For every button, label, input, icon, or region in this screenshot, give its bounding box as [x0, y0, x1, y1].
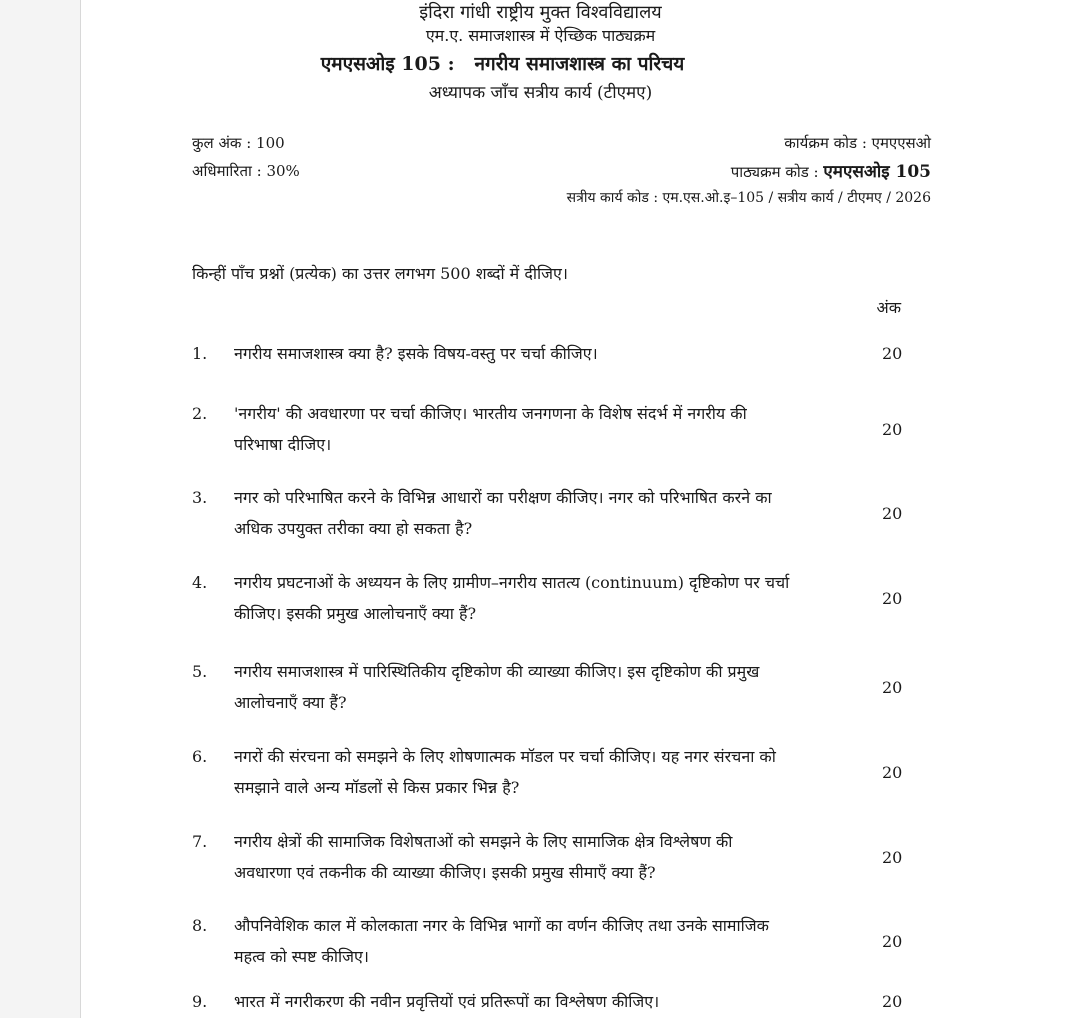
question-text: 'नगरीय' की अवधारणा पर चर्चा कीजिए। भारतीय जनगणना के विशेष संदर्भ में नगरीय की परिभाषा दीजिए।	[234, 404, 747, 454]
question-text: नगरीय समाजशास्त्र में पारिस्थितिकीय दृष्टिकोण की व्याख्या कीजिए। इस दृष्टिकोण की प्रमुख आलोचनाएँ क्या हैं?	[234, 662, 760, 712]
marks-column-heading: अंक	[876, 298, 901, 317]
question-text: नगरीय प्रघटनाओं के अध्ययन के लिए ग्रामीण–नगरीय सातत्य (continuum) दृष्टिकोण पर चर्चा कीजिए। इसकी प्रमुख आलोचनाएँ क्या हैं?	[234, 573, 790, 623]
question-text: नगरीय क्षेत्रों की सामाजिक विशेषताओं को समझने के लिए सामाजिक क्षेत्र विश्लेषण की अवधारणा एवं तकनीक की व्याख्या कीजिए। इसकी प्रमुख सीमाएँ क्या हैं?	[234, 832, 733, 882]
course-code-line	[731, 159, 931, 182]
programme-name: एम.ए. समाजशास्त्र में ऐच्छिक पाठ्यक्रम	[425, 26, 656, 45]
question-text: नगर को परिभाषित करने के विभिन्न आधारों का परीक्षण कीजिए। नगर को परिभाषित करने का अधिक उपयुक्त तरीका क्या हो सकता है?	[234, 488, 772, 538]
question-text: नगरों की संरचना को समझने के लिए शोषणात्मक मॉडल पर चर्चा कीजिए। यह नगर संरचना को समझाने वाले अन्य मॉडलों से किस प्रकार भिन्न है?	[234, 747, 776, 797]
programme-code: कार्यक्रम कोड : एमएएसओ	[784, 134, 931, 152]
document-page	[81, 0, 1080, 1018]
question-number: 9.	[192, 992, 208, 1011]
question-text: नगरीय समाजशास्त्र क्या है? इसके विषय-वस्तु पर चर्चा कीजिए।	[234, 344, 598, 363]
course-code: एमएसओइ 105 :	[320, 53, 455, 75]
question-marks: 20	[882, 678, 903, 697]
instruction-text: किन्हीं पाँच प्रश्नों (प्रत्येक) का उत्तर लगभग 500 शब्दों में दीजिए।	[192, 264, 568, 283]
question-marks: 20	[882, 848, 903, 867]
course-heading	[3, 50, 1002, 76]
question-text: भारत में नगरीकरण की नवीन प्रवृत्तियों एवं प्रतिरूपों का विश्लेषण कीजिए।	[234, 992, 660, 1011]
question-number: 7.	[192, 832, 208, 851]
question-marks: 20	[882, 589, 903, 608]
question-number: 2.	[192, 404, 208, 423]
question-number: 6.	[192, 747, 208, 766]
total-marks: कुल अंक : 100	[192, 134, 285, 152]
university-name: इंदिरा गांधी राष्ट्रीय मुक्त विश्वविद्यालय	[419, 2, 662, 23]
weightage: अधिमारिता : 30%	[192, 162, 300, 180]
question-marks: 20	[882, 763, 903, 782]
question-text: औपनिवेशिक काल में कोलकाता नगर के विभिन्न भागों का वर्णन कीजिए तथा उनके सामाजिक महत्व को स्पष्ट कीजिए।	[234, 916, 769, 966]
course-code-value: एमएसओइ 105	[823, 162, 931, 182]
question-number: 8.	[192, 916, 208, 935]
question-number: 3.	[192, 488, 208, 507]
question-number: 1.	[192, 344, 208, 363]
course-title: नगरीय समाजशास्त्र का परिचय	[474, 53, 685, 75]
question-marks: 20	[882, 504, 903, 523]
assignment-code: सत्रीय कार्य कोड : एम.एस.ओ.इ–105 / सत्रीय कार्य / टीएमए / 2026	[566, 190, 931, 206]
question-marks: 20	[882, 932, 903, 951]
assignment-type: अध्यापक जाँच सत्रीय कार्य (टीएमए)	[428, 83, 653, 103]
question-number: 5.	[192, 662, 208, 681]
question-marks: 20	[882, 344, 903, 363]
question-number: 4.	[192, 573, 208, 592]
viewer-left-gutter	[0, 0, 81, 1018]
question-marks: 20	[882, 420, 903, 439]
course-code-label: पाठ्यक्रम कोड :	[730, 163, 819, 181]
question-marks: 20	[882, 992, 903, 1011]
